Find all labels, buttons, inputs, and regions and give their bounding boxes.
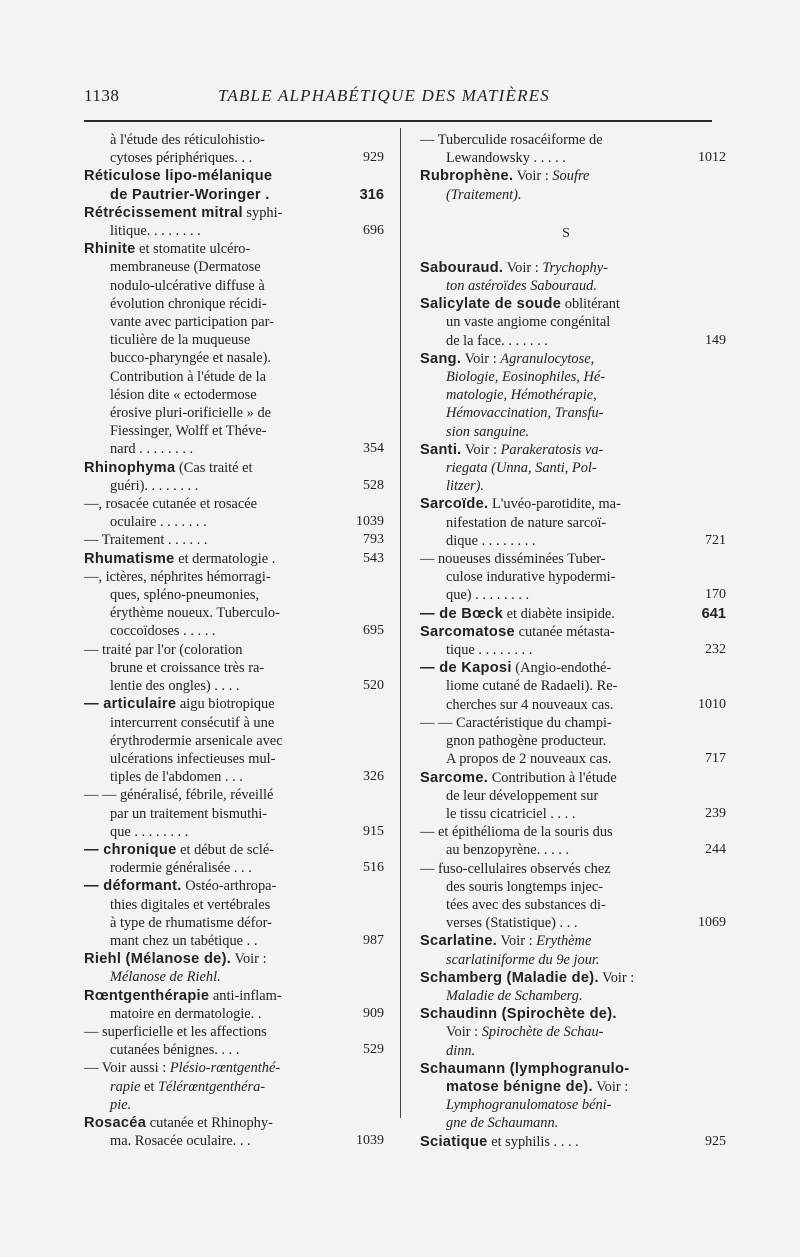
index-entry: — Traitement . . . . . . 793 (84, 532, 384, 549)
index-line: pie. (110, 1096, 132, 1113)
index-entry (420, 1005, 712, 1023)
index-entry: — de Kaposi (Angio-endothé- (420, 660, 612, 677)
index-line: nodulo-ulcérative diffuse à (110, 277, 265, 294)
index-line: tiples de l'abdomen . . . 326 (110, 769, 384, 786)
index-line: ton astéroïdes Sabouraud. (446, 278, 597, 295)
index-entry: — et épithélioma de la souris dus (420, 824, 613, 841)
page-ref: 915 (363, 823, 384, 839)
entry-heading: Scarlatine. (420, 933, 498, 950)
index-line: le tissu cicatriciel . . . . 239 (446, 805, 726, 822)
entry-heading: Sang. (420, 350, 462, 367)
index-line: (Traitement). (446, 186, 522, 203)
index-line: que) . . . . . . . . 170 (446, 587, 726, 604)
index-line: nard . . . . . . . . 354 (110, 441, 384, 458)
index-entry: — traité par l'or (coloration (84, 641, 243, 658)
index-entry: Scarlatine. Voir : Erythème (420, 933, 592, 950)
entry-heading: Schaudinn (Spirochète de). (420, 1006, 617, 1023)
page-ref: 641 (701, 605, 726, 622)
index-entry: — chronique et début de sclé- (84, 841, 274, 858)
index-line: tées avec des substances di- (446, 896, 606, 913)
index-line: de leur développement sur (446, 787, 599, 804)
index-entry: — articulaire aigu biotropique (84, 696, 275, 713)
right-column (420, 131, 726, 1151)
index-line: lentie des ongles) . . . . 520 (110, 678, 384, 695)
entry-heading: Santi. (420, 441, 462, 458)
entry-heading: Rœntgenthérapie (84, 987, 210, 1004)
page-ref: 1069 (698, 915, 726, 931)
index-line: guéri). . . . . . . . 528 (110, 477, 384, 494)
index-line: de Pautrier-Woringer . 316 (110, 186, 384, 203)
index-entry: — — Caractéristique du champi- (420, 714, 612, 731)
entry-heading: Sabouraud. (420, 259, 504, 276)
index-line: Mélanose de Riehl. (110, 969, 221, 986)
page-ref: 987 (363, 932, 384, 948)
entry-heading: Sarcomatose (420, 623, 515, 640)
index-entry: Sarcoïde. L'uvéo-parotidite, ma- (420, 496, 621, 513)
index-entry: Rhinite et stomatite ulcéro- (84, 241, 251, 258)
index-line: tique . . . . . . . . 232 (446, 642, 726, 659)
index-line: matose bénigne de). Voir : (446, 1078, 629, 1095)
entry-heading: Riehl (Mélanose de). (84, 951, 232, 968)
running-title: TABLE ALPHABÉTIQUE DES MATIÈRES (218, 86, 550, 105)
header-rule (84, 120, 712, 122)
entry-heading: Schamberg (Maladie de). (420, 969, 599, 986)
index-line: Lymphogranulomatose béni- (446, 1097, 612, 1114)
index-line: matoire en dermatologie. . 909 (110, 1005, 384, 1022)
page-ref: 695 (363, 623, 384, 639)
page-ref: 696 (363, 223, 384, 239)
entry-heading: Rétrécissement mitral (84, 204, 243, 221)
index-line: ma. Rosacée oculaire. . . 1039 (110, 1133, 384, 1150)
index-line: ticulière de la muqueuse (110, 332, 251, 349)
index-line: ulcérations infectieuses mul- (110, 750, 276, 767)
entry-heading: Salicylate de soude (420, 296, 562, 313)
index-entry (84, 167, 378, 185)
index-line: nifestation de nature sarcoï- (446, 514, 607, 531)
index-line: bucco-pharyngée et nasale). (110, 350, 272, 367)
page-ref: 929 (363, 150, 384, 166)
entry-heading: Sciatique (420, 1133, 488, 1150)
index-entry: — Tuberculide rosacéiforme de (420, 132, 603, 148)
page-ref: 170 (705, 587, 726, 603)
index-entry: — Voir aussi : Plésio-rœntgenthé- (84, 1060, 281, 1077)
page-ref: 239 (705, 805, 726, 821)
index-line: dique . . . . . . . . 721 (446, 532, 726, 549)
page-ref: 717 (705, 751, 726, 767)
page-ref: 1012 (698, 150, 726, 166)
index-line: Fiessinger, Wolff et Théve- (110, 423, 267, 440)
index-line: intercurrent consécutif à une (110, 714, 275, 731)
page-header (84, 86, 712, 116)
index-entry (420, 1060, 712, 1078)
page-ref: 1010 (698, 696, 726, 712)
entry-heading: — déformant. (84, 878, 182, 895)
index-line: Voir : Spirochète de Schau- (446, 1024, 604, 1041)
index-line: oculaire . . . . . . . 1039 (110, 514, 384, 531)
index-entry: Salicylate de soude oblitérant (420, 296, 620, 313)
index-line: que . . . . . . . . 915 (110, 823, 384, 840)
index-entry: Rosacéa cutanée et Rhinophy- (84, 1114, 273, 1131)
entry-heading: — articulaire (84, 696, 177, 713)
index-entry: Rhinophyma (Cas traité et (84, 459, 253, 476)
entry-heading: Sarcome. (420, 769, 489, 786)
index-entry: —, ictères, néphrites hémorragi- (84, 568, 271, 585)
index-entry: Sang. Voir : Agranulocytose, (420, 350, 595, 367)
index-line: coccoïdoses . . . . . 695 (110, 623, 384, 640)
index-line: à l'étude des réticulohistio- (110, 132, 265, 148)
page-ref: 721 (705, 532, 726, 548)
entry-heading: — de Bœck (420, 605, 503, 622)
page-ref: 232 (705, 642, 726, 658)
index-line: sion sanguine. (446, 423, 530, 440)
index-entry: — déformant. Ostéo-arthropa- (84, 878, 277, 895)
entry-heading: Rhinite (84, 241, 136, 258)
index-line: Maladie de Schamberg. (446, 987, 583, 1004)
page-ref: 516 (363, 860, 384, 876)
index-line: évolution chronique récidi- (110, 295, 267, 312)
index-line: gnon pathogène producteur. (446, 733, 607, 750)
index-line: par un traitement bismuthi- (110, 805, 268, 822)
index-line: érythrodermie arsenicale avec (110, 732, 283, 749)
index-line: membraneuse (Dermatose (110, 259, 261, 276)
index-line: litzer). (446, 478, 484, 495)
index-line: à type de rhumatisme défor- (110, 914, 272, 931)
index-line: rodermie généralisée . . . 516 (110, 860, 384, 877)
index-line: lésion dite « ectodermose (110, 386, 257, 403)
index-line: cutanées bénignes. . . . 529 (110, 1042, 384, 1059)
entry-heading: Schaumann (lymphogranulo- (420, 1060, 630, 1077)
index-entry: — de Bœck et diabète insipide. 641 (420, 605, 726, 622)
index-line: dinn. (446, 1042, 476, 1059)
index-entry: Rubrophène. Voir : Soufre (420, 168, 590, 185)
index-line: cherches sur 4 nouveaux cas. 1010 (446, 696, 726, 713)
index-line: érythème noueux. Tuberculo- (110, 605, 280, 622)
index-line: thies digitales et vertébrales (110, 896, 271, 913)
index-entry: Santi. Voir : Parakeratosis va- (420, 441, 604, 458)
index-line: A propos de 2 nouveaux cas. 717 (446, 751, 726, 768)
section-letter: S (562, 225, 570, 241)
index-line: matologie, Hémothérapie, (446, 387, 597, 404)
page-ref: 354 (363, 441, 384, 457)
entry-heading: Rhinophyma (84, 459, 176, 476)
index-entry: Rhumatisme et dermatologie . 543 (84, 550, 384, 567)
page-ref: 316 (359, 186, 384, 203)
index-entry: Sarcomatose cutanée métasta- (420, 623, 615, 640)
index-line: liome cutané de Radaeli). Re- (446, 678, 618, 695)
page-ref: 1039 (356, 514, 384, 530)
index-entry: Sabouraud. Voir : Trychophy- (420, 259, 608, 276)
page-ref: 543 (363, 550, 384, 566)
page-ref: 528 (363, 477, 384, 493)
page-ref: 244 (705, 842, 726, 858)
index-line: un vaste angiome congénital (446, 314, 611, 331)
entry-heading: Sarcoïde. (420, 496, 489, 513)
entry-heading: Réticulose lipo-mélanique (84, 168, 273, 185)
index-entry: Riehl (Mélanose de). Voir : (84, 951, 267, 968)
index-line: verses (Statistique) . . . 1069 (446, 915, 726, 932)
index-line: riegata (Unna, Santi, Pol- (446, 460, 597, 477)
index-entry: — superficielle et les affections (84, 1023, 267, 1040)
index-line: cytoses périphériques. . . 929 (110, 150, 384, 167)
entry-heading: Rubrophène. (420, 168, 514, 185)
index-line: Biologie, Eosinophiles, Hé- (446, 369, 606, 386)
index-entry: Rétrécissement mitral syphi- (84, 204, 283, 221)
index-line: au benzopyrène. . . . . 244 (446, 842, 726, 859)
index-line: de la face. . . . . . . 149 (446, 332, 726, 349)
index-line: gne de Schaumann. (446, 1115, 559, 1132)
index-entry: — — généralisé, fébrile, réveillé (84, 787, 274, 804)
index-line: rapie et Télérœntgenthéra- (110, 1078, 266, 1095)
index-line: brune et croissance très ra- (110, 659, 265, 676)
index-line: des souris longtemps injec- (446, 878, 604, 895)
column-divider (400, 128, 401, 1118)
index-entry: —, rosacée cutanée et rosacée (84, 496, 257, 513)
page-ref: 925 (705, 1133, 726, 1149)
page-number: 1138 (84, 86, 120, 105)
index-entry: Rœntgenthérapie anti-inflam- (84, 987, 282, 1004)
index-line: Hémovaccination, Transfu- (446, 405, 604, 422)
index-line: ques, spléno-pneumonies, (110, 587, 260, 604)
entry-heading: Rosacéa (84, 1114, 147, 1131)
page-ref: 149 (705, 332, 726, 348)
index-line: Lewandowsky . . . . . 1012 (446, 150, 726, 167)
index-line: culose indurative hypodermi- (446, 569, 616, 586)
entry-heading: — chronique (84, 841, 177, 858)
index-line: litique. . . . . . . . 696 (110, 223, 384, 240)
index-line: vante avec participation par- (110, 314, 274, 331)
page-ref: 529 (363, 1042, 384, 1058)
index-entry: Sciatique et syphilis . . . . 925 (420, 1133, 726, 1150)
page-ref: 326 (363, 769, 384, 785)
entry-heading: Rhumatisme (84, 550, 175, 567)
entry-heading: — de Kaposi (420, 660, 512, 677)
index-line: scarlatiniforme du 9e jour. (446, 951, 600, 968)
index-entry: Schamberg (Maladie de). Voir : (420, 969, 635, 986)
index-line: mant chez un tabétique . . 987 (110, 932, 384, 949)
page-ref: 793 (363, 532, 384, 548)
page-ref: 1039 (356, 1133, 384, 1149)
index-entry: — fuso-cellulaires observés chez (420, 860, 611, 877)
index-line: érosive pluri-orificielle » de (110, 405, 272, 422)
left-column (84, 131, 384, 1150)
page-ref: 909 (363, 1005, 384, 1021)
index-entry: — noueuses disséminées Tuber- (420, 551, 606, 568)
page-ref: 520 (363, 678, 384, 694)
index-line: Contribution à l'étude de la (110, 368, 267, 385)
index-entry: Sarcome. Contribution à l'étude (420, 769, 617, 786)
